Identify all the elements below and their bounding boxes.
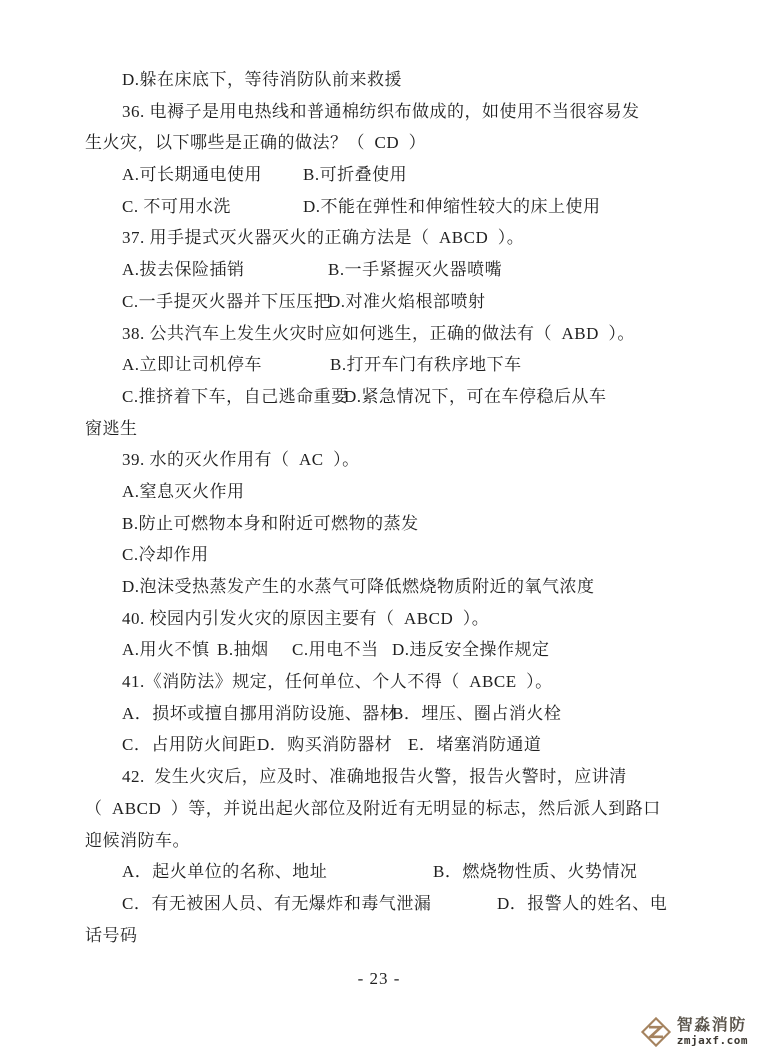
diamond-z-icon [640,1016,672,1048]
q39-stem: 39. 水的灭火作用有（ AC ）。 [122,450,360,470]
q37-option-d: D.对准火焰根部喷射 [328,291,486,311]
q38-option-c: C.推挤着下车，自己逃命重要 [122,386,349,406]
q41-option-e: E．堵塞消防通道 [408,735,542,755]
q42-option-c: C．有无被困人员、有无爆炸和毒气泄漏 [122,893,432,913]
q42-stem: 42. 发生火灾后，应及时、准确地报告火警，报告火警时，应讲清 [122,767,627,787]
q42-option-d: D．报警人的姓名、电 [497,893,668,913]
q42-options-cd [85,888,691,920]
q38-options-cd [85,381,691,413]
q39-option-c: C.冷却作用 [122,545,209,565]
q36-options-ab [85,159,691,191]
q42-option-b: B．燃烧物性质、火势情况 [433,862,638,882]
q37-stem: 37. 用手提式灭火器灭火的正确方法是（ ABCD ）。 [122,228,525,248]
q41-stem: 41.《消防法》规定，任何单位、个人不得（ ABCE ）。 [122,672,553,692]
q40-option-d: D.违反安全操作规定 [392,640,550,660]
q40-options-abcd [85,634,691,666]
logo-name: 智淼消防 [676,1016,747,1034]
q40-option-c: C.用电不当 [292,640,379,660]
q38-stem: 38. 公共汽车上发生火灾时应如何逃生，正确的做法有（ ABD ）。 [122,323,635,343]
q39-option-a: A.窒息灭火作用 [122,481,245,501]
q36-stem-continued: 生火灾，以下哪些是正确的做法？（ CD ） [85,133,427,153]
q38-option-d-continued: 窗逃生 [85,418,138,438]
q37-options-cd [85,286,691,318]
q41-options-ab [85,698,691,730]
q41-option-a: A．损坏或擅自挪用消防设施、器材 [122,703,398,723]
q41-option-c: C．占用防火间距 [122,735,257,755]
q41-options-cde [85,729,691,761]
logo-domain: zmjaxf.com [676,1034,748,1048]
watermark-logo [640,1016,748,1048]
q37-options-ab [85,254,691,286]
q37-option-b: B.一手紧握灭火器喷嘴 [328,260,503,280]
q39-option-b: B.防止可燃物本身和附近可燃物的蒸发 [122,513,419,533]
q36-options-cd [85,191,691,223]
q36-option-b: B.可折叠使用 [303,165,408,185]
q41-option-d: D．购买消防器材 [257,735,393,755]
q41-option-b: B．埋压、圈占消火栓 [392,703,562,723]
q40-stem: 40. 校园内引发火灾的原因主要有（ ABCD ）。 [122,608,490,628]
q42-options-ab [85,856,691,888]
q37-option-a: A.拔去保险插销 [122,260,245,280]
page-number: - 23 - [357,969,401,988]
exam-text-block [85,64,691,951]
logo-text [677,1017,748,1047]
q42-stem-continued-2: 迎候消防车。 [85,830,190,850]
q40-option-a: A.用火不慎 [122,640,210,660]
q36-option-c: C. 不可用水洗 [122,196,231,216]
q36-stem: 36. 电褥子是用电热线和普通棉纺织布做成的，如使用不当很容易发 [122,101,640,121]
q42-stem-continued: （ ABCD ）等，并说出起火部位及附近有无明显的标志，然后派人到路口 [85,798,661,818]
q42-option-d-continued: 话号码 [85,925,138,945]
q42-option-a: A．起火单位的名称、地址 [122,862,328,882]
q36-option-d: D.不能在弹性和伸缩性较大的床上使用 [303,196,601,216]
q38-option-d: D.紧急情况下，可在车停稳后从车 [344,386,607,406]
q35-option-d: D.躲在床底下，等待消防队前来救援 [122,70,403,89]
q36-option-a: A.可长期通电使用 [122,165,263,185]
q38-option-a: A.立即让司机停车 [122,355,263,375]
q40-option-b: B.抽烟 [217,640,269,660]
q38-option-b: B.打开车门有秩序地下车 [330,355,522,375]
q39-option-d: D.泡沫受热蒸发产生的水蒸气可降低燃烧物质附近的氧气浓度 [122,577,595,596]
q38-options-ab [85,349,691,381]
q37-option-c: C.一手提灭火器并下压压把 [122,291,332,311]
